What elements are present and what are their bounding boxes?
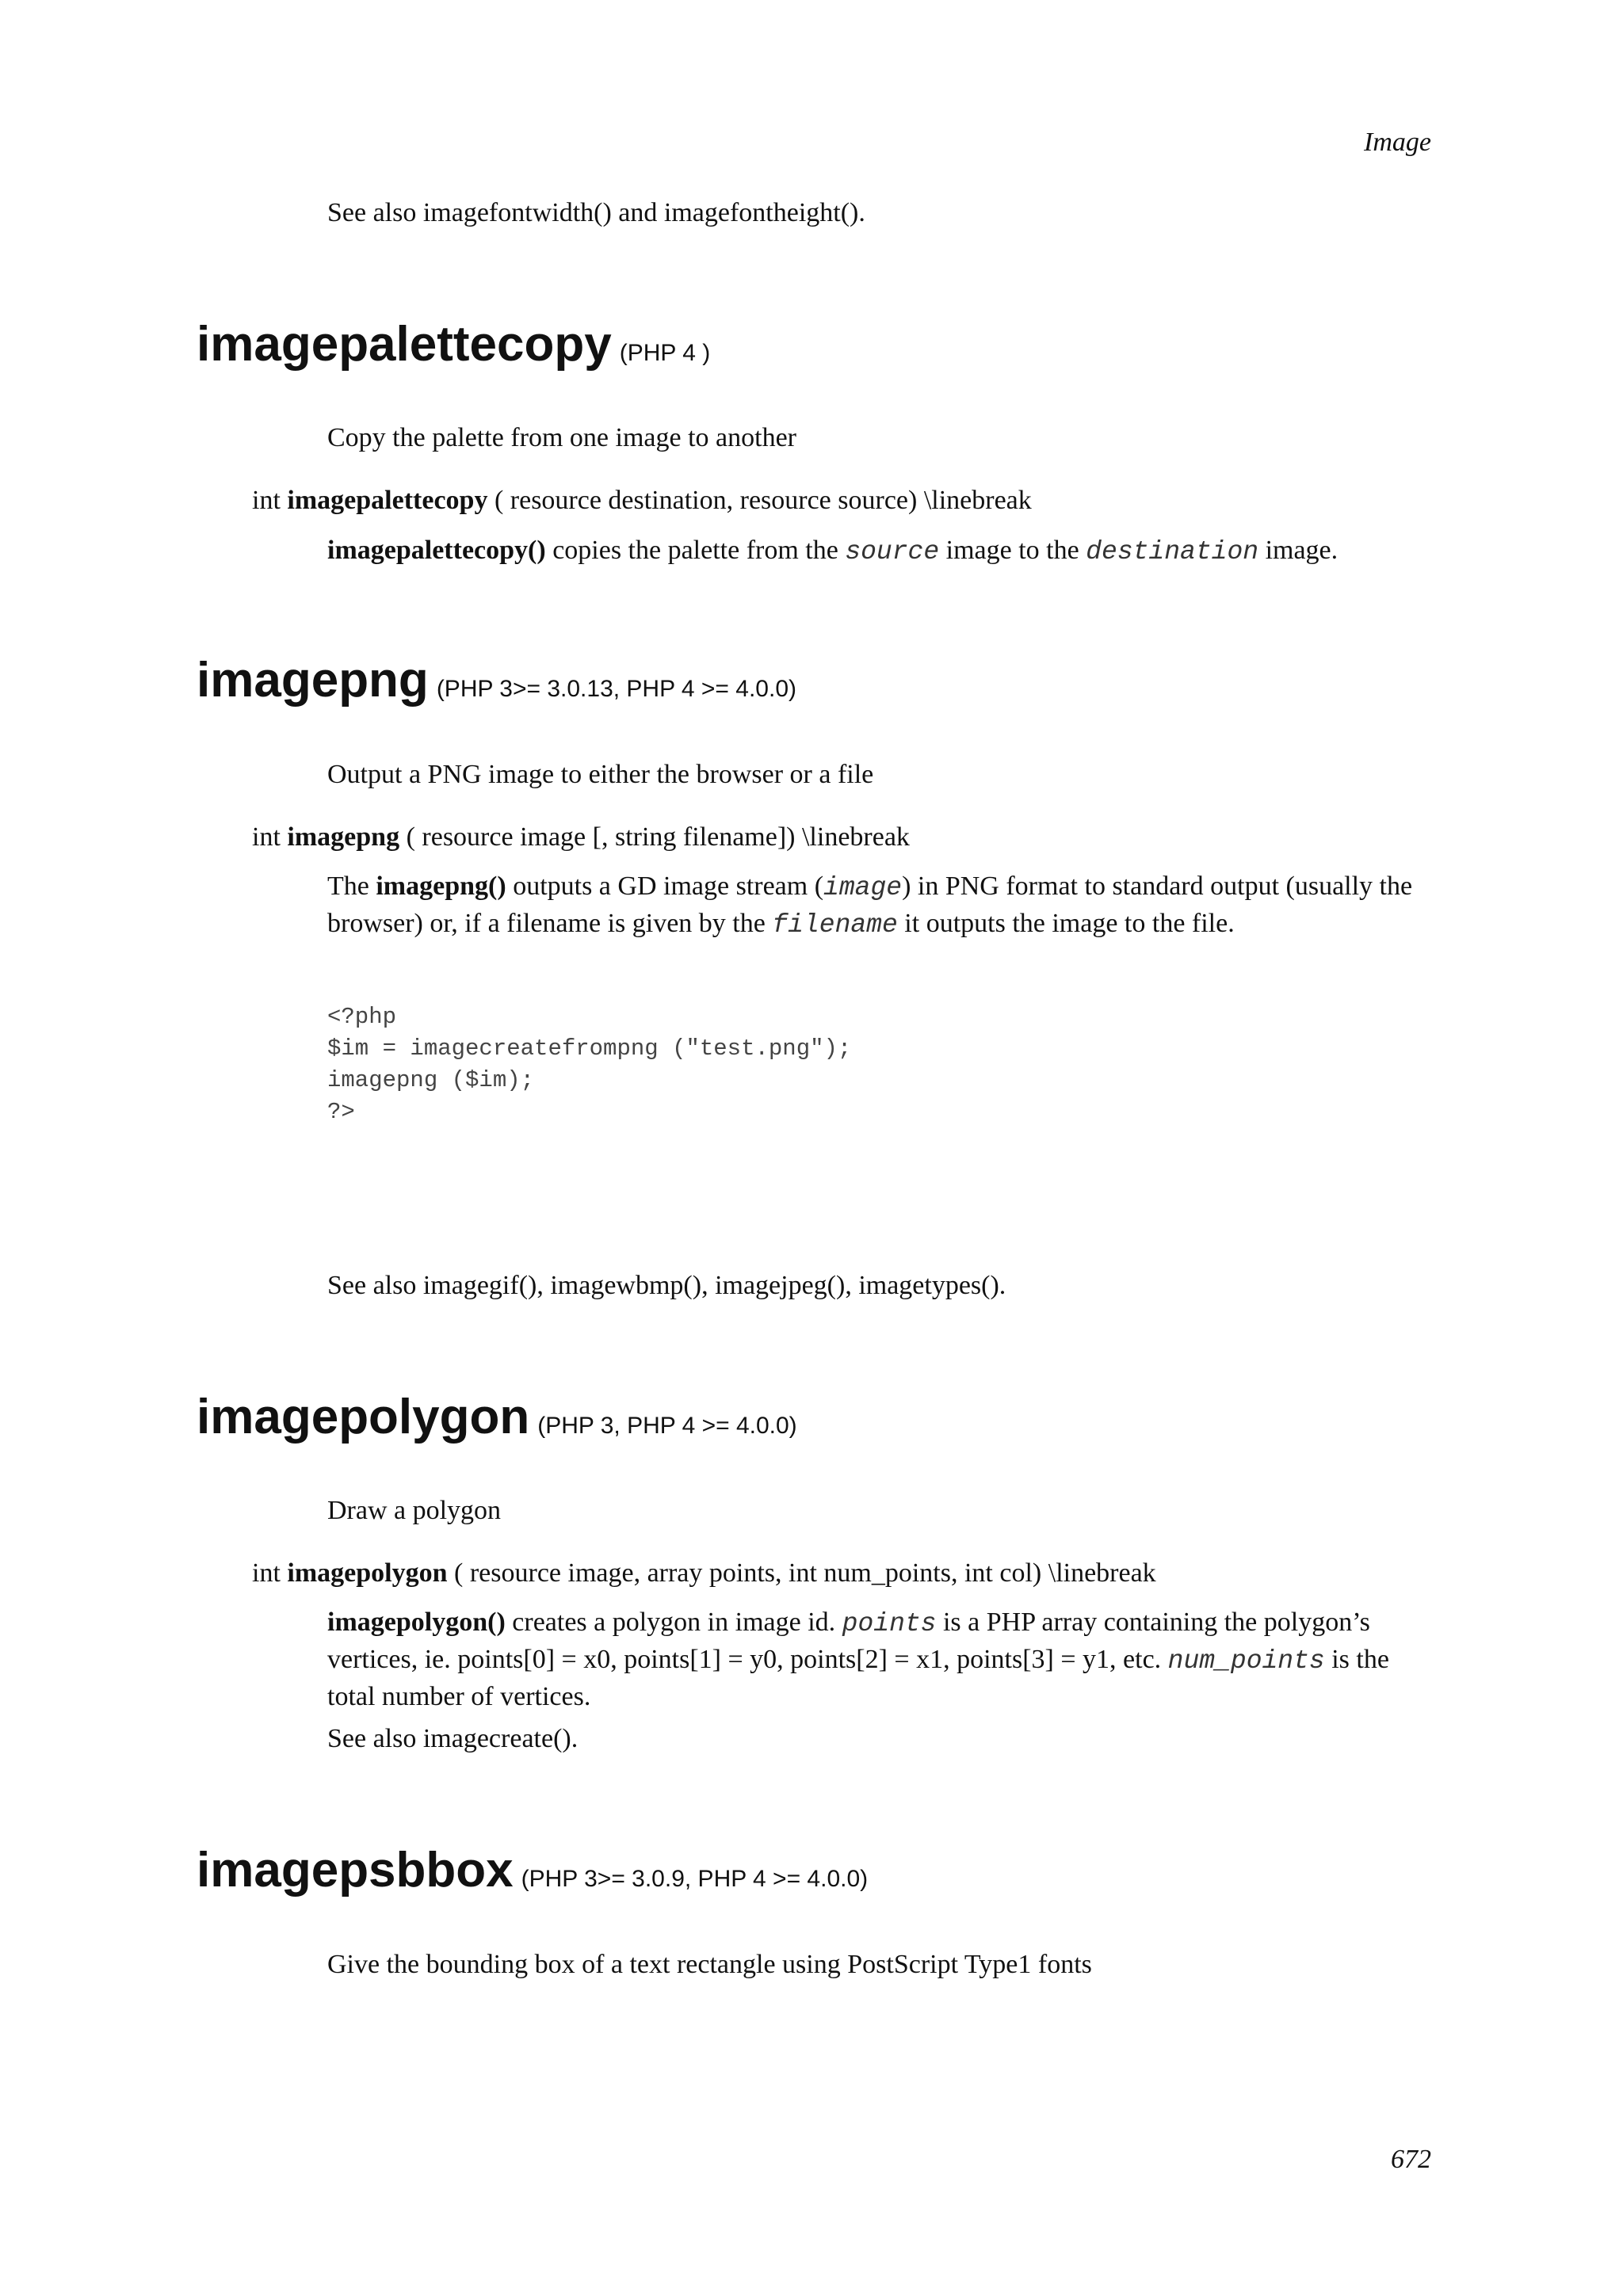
parameter-image: image	[823, 873, 903, 902]
entry-version: (PHP 3>= 3.0.13, PHP 4 >= 4.0.0)	[436, 676, 797, 702]
entry-title-imagepolygon	[197, 1390, 797, 1455]
return-type: int	[252, 486, 281, 515]
entry-purpose: Output a PNG image to either the browser or a file	[327, 760, 874, 789]
entry-title-imagepng	[197, 653, 796, 719]
function-synopsis	[252, 482, 1441, 518]
parameter-filename: filename	[772, 910, 898, 940]
function-args: ( resource image [, string filename]) \linebreak	[406, 822, 910, 852]
function-name: imagepalettecopy	[287, 486, 488, 515]
description-text: is a PHP array containing the polygon’s vertices, ie. points[0] = x0, points[1] = y0, points[2] = x1, points[3] = y1, etc.	[327, 1608, 1370, 1674]
function-args: ( resource destination, resource source) \linebreak	[494, 486, 1032, 515]
return-type: int	[252, 822, 281, 852]
entry-name: imagepsbbox	[197, 1843, 514, 1897]
entry-purpose: Give the bounding box of a text rectangle using PostScript Type1 fonts	[327, 1950, 1092, 1979]
entry-version: (PHP 3>= 3.0.9, PHP 4 >= 4.0.0)	[521, 1866, 869, 1892]
description-text: copies the palette from the	[552, 536, 838, 565]
page-number: 672	[1391, 2145, 1431, 2174]
entry-purpose: Draw a polygon	[327, 1496, 502, 1525]
entry-name: imagepalettecopy	[197, 317, 612, 372]
entry-version: (PHP 4 )	[619, 340, 711, 366]
return-type: int	[252, 1558, 281, 1588]
entry-name: imagepng	[197, 653, 429, 707]
description-text: it outputs the image to the file.	[904, 909, 1235, 938]
entry-description	[327, 532, 1437, 570]
intro-see-also: See also imagefontwidth() and imagefontheight().	[327, 198, 865, 227]
entry-name: imagepolygon	[197, 1390, 530, 1444]
code-example: <?php $im = imagecreatefrompng ("test.png"); imagepng ($im); ?>	[327, 1004, 852, 1125]
parameter-num-points: num_points	[1167, 1646, 1325, 1676]
function-synopsis	[252, 1555, 1441, 1591]
function-name: imagepng	[287, 822, 400, 852]
function-ref: imagepolygon()	[327, 1608, 506, 1637]
parameter-destination: destination	[1086, 537, 1259, 566]
function-synopsis	[252, 819, 1441, 855]
description-text: outputs a GD image stream (	[513, 871, 824, 901]
entry-title-imagepalettecopy	[197, 317, 710, 383]
entry-description	[327, 1604, 1437, 1714]
description-text: creates a polygon in image id.	[512, 1608, 836, 1637]
entry-version: (PHP 3, PHP 4 >= 4.0.0)	[537, 1413, 797, 1439]
description-text: ) in PNG format to standard output (usually the browser) or, if a filename is given by the	[327, 871, 1413, 938]
entry-title-imagepsbbox	[197, 1843, 868, 1909]
see-also: See also imagegif(), imagewbmp(), imagejpeg(), imagetypes().	[327, 1271, 1006, 1300]
entry-description	[327, 868, 1437, 943]
description-text: The	[327, 871, 369, 901]
running-head: Image	[1364, 128, 1431, 157]
function-args: ( resource image, array points, int num_points, int col) \linebreak	[454, 1558, 1156, 1588]
function-ref: imagepalettecopy()	[327, 536, 546, 565]
description-text: image to the	[945, 536, 1079, 565]
parameter-source: source	[845, 537, 940, 566]
function-name: imagepolygon	[287, 1558, 448, 1588]
entry-purpose: Copy the palette from one image to another	[327, 423, 796, 452]
description-text: image.	[1265, 536, 1338, 565]
function-ref: imagepng()	[376, 871, 506, 901]
parameter-points: points	[842, 1609, 937, 1638]
see-also: See also imagecreate().	[327, 1724, 579, 1753]
description-text: is the total number of vertices.	[327, 1645, 1389, 1711]
